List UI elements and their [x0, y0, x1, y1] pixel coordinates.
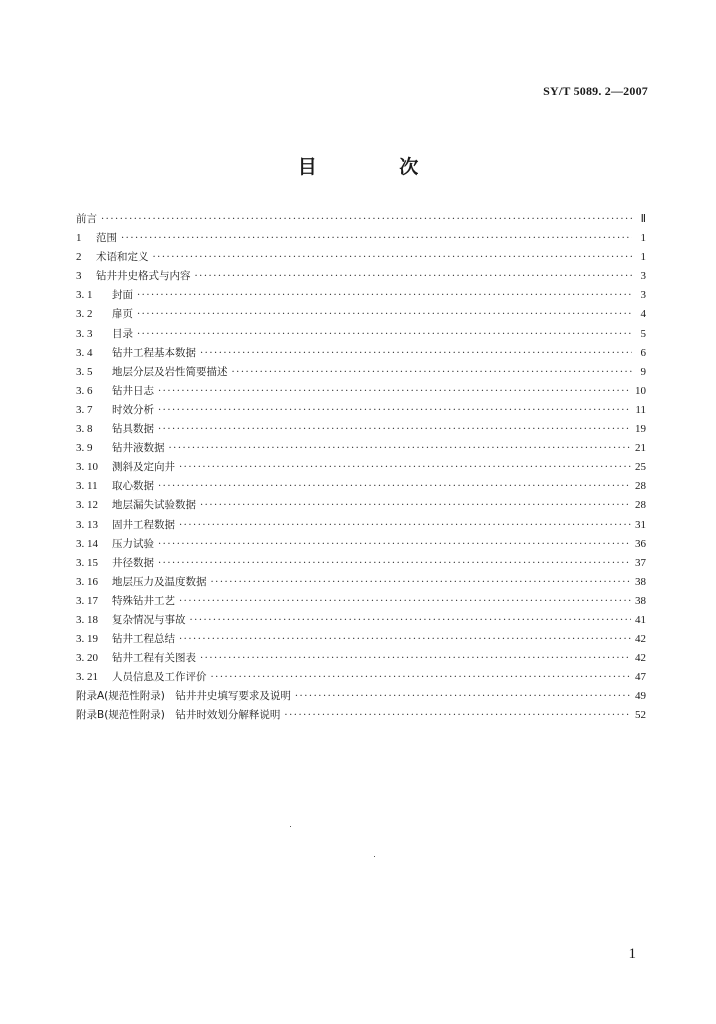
- table-of-contents: [76, 210, 646, 726]
- toc-entry-number: 3: [76, 270, 82, 283]
- toc-entry-3-19[interactable]: [76, 630, 646, 649]
- toc-entry-appendix-a[interactable]: [76, 687, 646, 706]
- toc-entry-page: 37: [635, 556, 646, 569]
- toc-entry-number: 3. 21: [76, 671, 98, 684]
- toc-entry-3-17[interactable]: [76, 592, 646, 611]
- toc-entry-number: 3. 12: [76, 499, 98, 512]
- toc-entry-3-1[interactable]: [76, 286, 646, 305]
- toc-entry-number: 3. 18: [76, 613, 98, 626]
- toc-entry-label: 取心数据: [112, 480, 154, 493]
- toc-entry-appendix-b[interactable]: [76, 706, 646, 725]
- toc-entry-page: 38: [635, 594, 646, 607]
- toc-leader-dots: [179, 592, 631, 611]
- toc-entry-3[interactable]: [76, 267, 646, 286]
- toc-entry-label: 钻井工程有关图表: [112, 652, 196, 665]
- toc-entry-3-10[interactable]: [76, 458, 646, 477]
- toc-leader-dots: [158, 477, 631, 496]
- toc-leader-dots: [158, 401, 631, 420]
- toc-entry-number: 3. 17: [76, 594, 98, 607]
- toc-entry-page: 36: [635, 537, 646, 550]
- toc-leader-dots: [200, 649, 631, 668]
- toc-entry-3-8[interactable]: [76, 420, 646, 439]
- toc-entry-3-2[interactable]: [76, 305, 646, 324]
- toc-entry-page: 5: [640, 327, 646, 340]
- toc-entry-3-21[interactable]: [76, 668, 646, 687]
- toc-entry-number: 3. 3: [76, 327, 93, 340]
- toc-entry-label: 封面: [112, 289, 133, 302]
- toc-entry-label: 钻井日志: [112, 384, 154, 397]
- toc-entry-label: 附录B(规范性附录) 钻井时效划分解释说明: [76, 709, 281, 722]
- toc-entry-label: 目录: [112, 327, 133, 340]
- toc-entry-number: 3. 2: [76, 308, 93, 321]
- toc-entry-page: 3: [640, 270, 646, 283]
- toc-entry-foreword[interactable]: [76, 210, 646, 229]
- toc-entry-number: 3. 5: [76, 365, 93, 378]
- toc-entry-label: 钻井工程总结: [112, 633, 175, 646]
- toc-entry-number: 3. 4: [76, 346, 93, 359]
- toc-entry-label: 扉页: [112, 308, 133, 321]
- toc-entry-page: Ⅱ: [640, 213, 646, 225]
- scan-speck: [374, 856, 375, 857]
- toc-entry-3-15[interactable]: [76, 554, 646, 573]
- toc-entry-page: 21: [635, 442, 646, 455]
- toc-entry-3-6[interactable]: [76, 382, 646, 401]
- toc-entry-number: 2: [76, 251, 82, 264]
- toc-leader-dots: [195, 267, 633, 286]
- toc-entry-number: 3. 7: [76, 403, 93, 416]
- toc-entry-page: 41: [635, 613, 646, 626]
- toc-entry-page: 42: [635, 633, 646, 646]
- toc-entry-number: 3. 1: [76, 289, 93, 302]
- toc-entry-page: 52: [635, 709, 646, 722]
- toc-entry-label: 钻井工程基本数据: [112, 346, 196, 359]
- toc-entry-label: 时效分析: [112, 403, 154, 416]
- toc-entry-number: 3. 16: [76, 575, 98, 588]
- toc-leader-dots: [169, 439, 632, 458]
- toc-entry-label: 范围: [96, 232, 117, 245]
- toc-entry-label: 钻井液数据: [112, 442, 165, 455]
- toc-entry-3-5[interactable]: [76, 363, 646, 382]
- toc-leader-dots: [200, 344, 632, 363]
- toc-entry-label: 地层漏失试验数据: [112, 499, 196, 512]
- toc-leader-dots: [232, 363, 633, 382]
- toc-entry-page: 19: [635, 423, 646, 436]
- toc-entry-1[interactable]: [76, 229, 646, 248]
- toc-entry-3-9[interactable]: [76, 439, 646, 458]
- toc-entry-page: 42: [635, 652, 646, 665]
- toc-entry-page: 4: [640, 308, 646, 321]
- toc-leader-dots: [284, 706, 631, 725]
- scan-speck: [290, 826, 291, 827]
- toc-leader-dots: [121, 229, 632, 248]
- toc-leader-dots: [179, 458, 631, 477]
- toc-entry-label: 附录A(规范性附录) 钻井井史填写要求及说明: [76, 690, 291, 703]
- toc-entry-label: 钻具数据: [112, 423, 154, 436]
- toc-entry-number: 3. 8: [76, 423, 93, 436]
- toc-entry-number: 3. 13: [76, 518, 98, 531]
- toc-entry-page: 1: [640, 251, 646, 264]
- toc-leader-dots: [158, 535, 631, 554]
- toc-entry-page: 49: [635, 690, 646, 703]
- page-title: 目 次: [297, 156, 457, 178]
- toc-entry-number: 3. 15: [76, 556, 98, 569]
- toc-leader-dots: [211, 668, 632, 687]
- toc-leader-dots: [153, 248, 633, 267]
- toc-entry-label: 钻井井史格式与内容: [96, 270, 191, 283]
- toc-entry-page: 38: [635, 575, 646, 588]
- toc-entry-label: 前言: [76, 213, 97, 225]
- toc-leader-dots: [179, 630, 631, 649]
- toc-entry-page: 28: [635, 499, 646, 512]
- toc-leader-dots: [137, 286, 632, 305]
- toc-entry-label: 人员信息及工作评价: [112, 671, 207, 684]
- toc-entry-page: 9: [640, 365, 646, 378]
- toc-entry-3-18[interactable]: [76, 611, 646, 630]
- toc-leader-dots: [137, 305, 632, 324]
- toc-leader-dots: [137, 325, 632, 344]
- toc-leader-dots: [158, 382, 631, 401]
- toc-entry-number: 3. 11: [76, 480, 98, 493]
- toc-leader-dots: [179, 516, 631, 535]
- toc-entry-page: 3: [640, 289, 646, 302]
- toc-leader-dots: [190, 611, 632, 630]
- toc-entry-page: 11: [635, 403, 646, 416]
- toc-entry-page: 28: [635, 480, 646, 493]
- toc-entry-page: 47: [635, 671, 646, 684]
- toc-entry-page: 6: [640, 346, 646, 359]
- toc-entry-label: 固井工程数据: [112, 518, 175, 531]
- toc-entry-label: 测斜及定向井: [112, 461, 175, 474]
- page-number: 1: [628, 946, 636, 962]
- toc-entry-number: 3. 6: [76, 384, 93, 397]
- toc-leader-dots: [101, 210, 632, 229]
- toc-entry-label: 地层分层及岩性简要描述: [112, 365, 228, 378]
- toc-entry-3-4[interactable]: [76, 344, 646, 363]
- toc-leader-dots: [211, 573, 632, 592]
- document-code: SY/T 5089. 2—2007: [543, 84, 648, 98]
- toc-entry-3-7[interactable]: [76, 401, 646, 420]
- toc-entry-3-13[interactable]: [76, 516, 646, 535]
- toc-leader-dots: [200, 496, 631, 515]
- toc-entry-page: 10: [635, 384, 646, 397]
- toc-entry-label: 井径数据: [112, 556, 154, 569]
- toc-entry-label: 术语和定义: [96, 251, 149, 264]
- toc-entry-label: 特殊钻井工艺: [112, 594, 175, 607]
- toc-entry-3-20[interactable]: [76, 649, 646, 668]
- toc-entry-page: 31: [635, 518, 646, 531]
- toc-entry-label: 地层压力及温度数据: [112, 575, 207, 588]
- toc-entry-3-16[interactable]: [76, 573, 646, 592]
- toc-entry-3-14[interactable]: [76, 535, 646, 554]
- toc-entry-page: 25: [635, 461, 646, 474]
- toc-entry-number: 3. 20: [76, 652, 98, 665]
- toc-entry-number: 3. 14: [76, 537, 98, 550]
- toc-entry-3-3[interactable]: [76, 325, 646, 344]
- toc-leader-dots: [158, 420, 631, 439]
- toc-entry-label: 复杂情况与事故: [112, 613, 186, 626]
- toc-leader-dots: [158, 554, 631, 573]
- toc-entry-3-12[interactable]: [76, 496, 646, 515]
- toc-entry-number: 3. 10: [76, 461, 98, 474]
- toc-entry-2[interactable]: [76, 248, 646, 267]
- toc-entry-3-11[interactable]: [76, 477, 646, 496]
- toc-entry-page: 1: [640, 232, 646, 245]
- toc-entry-label: 压力试验: [112, 537, 154, 550]
- toc-leader-dots: [295, 687, 631, 706]
- toc-entry-number: 1: [76, 232, 82, 245]
- toc-entry-number: 3. 19: [76, 633, 98, 646]
- toc-entry-number: 3. 9: [76, 442, 93, 455]
